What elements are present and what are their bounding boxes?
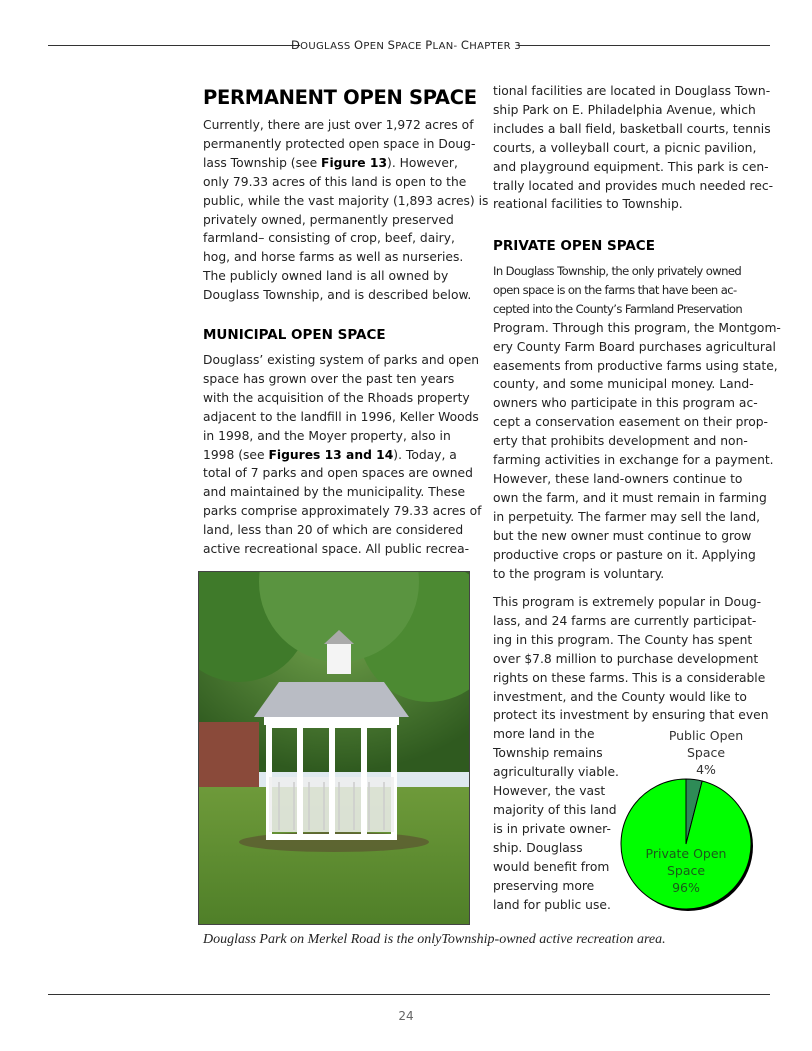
header-text: P [425, 38, 433, 52]
page-number: 24 [398, 1009, 414, 1023]
text-line: public, while the vast majority (1,893 acres) is [203, 193, 489, 208]
text-line: but the new owner must continue to grow [493, 528, 752, 543]
text-line: Currently, there are just over 1,972 acres of [203, 118, 474, 132]
text-line: preserving more [493, 878, 595, 893]
text-line: Douglass’ existing system of parks and open [203, 353, 480, 367]
photo-caption [203, 931, 666, 949]
municipal-paragraph [203, 351, 481, 559]
text-line: However, the vast [493, 784, 606, 799]
private-paragraph-body [493, 319, 781, 584]
text-line: tional facilities are located in Douglass Town- [493, 84, 771, 98]
text-line: hog, and horse farms as well as nurseries. [203, 250, 464, 265]
text-line: The publicly owned land is all owned by [203, 269, 449, 284]
text-line: cepted into the County’s Farmland Preservation [493, 301, 743, 316]
text-line: farmland– consisting of crop, beef, dairy, [203, 231, 455, 246]
header-text: S [387, 38, 396, 52]
text-line: land for public use. [493, 897, 611, 912]
text-line: active recreational space. All public recrea- [203, 542, 470, 557]
text-line: lass, and 24 farms are currently participat- [493, 613, 757, 628]
text-line: in 1998, and the Moyer property, also in [203, 428, 451, 443]
text-line: only 79.33 acres of this land is open to the [203, 174, 467, 189]
text-line: easements from productive farms using state, [493, 358, 778, 373]
text-line: county, and some municipal money. Land- [493, 377, 754, 392]
text-line: ery County Farm Board purchases agricultural [493, 339, 776, 354]
page-title: PERMANENT OPEN SPACE [203, 86, 477, 109]
header-text: PACE [395, 41, 426, 52]
text-line: land, less than 20 of which are considered [203, 523, 464, 538]
text-line: However, these land-owners continue to [493, 471, 743, 486]
pie-label: 4% [696, 762, 716, 777]
text-line: space has grown over the past ten years [203, 371, 455, 386]
header-text: D [291, 38, 301, 52]
text-line: in perpetuity. The farmer may sell the land, [493, 509, 761, 524]
text-line: rights on these farms. This is a considerable [493, 670, 766, 685]
text-line: erty that prohibits development and non- [493, 434, 748, 449]
gazebo-photo [198, 571, 470, 925]
text-line: Douglass Township, and is described below. [203, 288, 472, 303]
text-line: agriculturally viable. [493, 765, 619, 780]
text-line: includes a ball field, basketball courts, tennis [493, 121, 771, 136]
intro-paragraph [203, 116, 488, 305]
header-text: LAN- [432, 41, 461, 52]
text-line: ship. Douglass [493, 840, 583, 855]
text-line: would benefit from [493, 859, 610, 874]
pie-label: Private Open [645, 846, 727, 861]
open-space-pie-chart [610, 726, 760, 916]
text-line: open space is on the farms that have been ac- [493, 282, 737, 297]
text-line: farming activities in exchange for a payment. [493, 453, 774, 468]
text-line: and maintained by the municipality. These [203, 485, 466, 500]
header-text: HAPTER 3 [469, 41, 521, 52]
pie-label: Space [686, 745, 726, 760]
running-header [0, 38, 812, 52]
text-line: trally located and provides much needed rec- [493, 178, 774, 193]
municipal-paragraph-continued [493, 82, 773, 214]
private-paragraph-intro [493, 262, 781, 319]
text-line: and playground equipment. This park is cen- [493, 159, 769, 174]
text-line: Township remains [493, 746, 603, 761]
text-line: ing in this program. The County has spent [493, 632, 753, 647]
private-heading: PRIVATE OPEN SPACE [493, 238, 655, 254]
text-line: majority of this land [493, 802, 617, 817]
header-text: C [460, 38, 470, 52]
header-text: OUGLASS [300, 41, 355, 52]
text-line: This program is extremely popular in Doug- [493, 595, 762, 609]
text-line: investment, and the County would like to [493, 689, 747, 704]
text-line: more land in the [493, 727, 595, 742]
figure-reference: Figure 13 [321, 155, 388, 170]
text-line: lass Township (see Figure 13). However, [203, 155, 458, 170]
text-line: adjacent to the landfill in 1996, Keller Woods [203, 409, 479, 424]
text-line: permanently protected open space in Doug- [203, 136, 476, 151]
pie-label: 96% [672, 880, 700, 895]
pie-label: Public Open [668, 728, 744, 743]
header-text: PEN [363, 41, 388, 52]
text-line: reational facilities to Township. [493, 197, 683, 212]
text-line: 1998 (see Figures 13 and 14). Today, a [203, 447, 457, 462]
program-paragraph-body [493, 593, 769, 725]
header-text: O [354, 38, 364, 52]
text-line: Douglass Park on Merkel Road is the only [203, 932, 442, 947]
text-line: parks comprise approximately 79.33 acres of [203, 504, 482, 519]
text-line: In Douglass Township, the only privately owned [493, 264, 742, 278]
footer-rule [48, 994, 770, 995]
text-line: is in private owner- [493, 821, 611, 836]
text-line: privately owned, permanently preserved [203, 212, 454, 227]
text-line: Township-owned active recreation area. [441, 932, 666, 947]
text-line: total of 7 parks and open spaces are owned [203, 466, 473, 481]
text-line: to the program is voluntary. [493, 566, 665, 581]
text-line: courts, a volleyball court, a picnic pavilion, [493, 140, 757, 155]
text-line: cept a conservation easement on their prop- [493, 415, 768, 430]
text-line: Program. Through this program, the Montgom- [493, 320, 781, 335]
text-line: protect its investment by ensuring that even [493, 708, 769, 723]
text-line: owners who participate in this program ac- [493, 396, 758, 411]
pie-label: Space [666, 863, 706, 878]
text-line: over $7.8 million to purchase development [493, 651, 759, 666]
figure-reference: Figures 13 and 14 [268, 447, 394, 462]
text-line: own the farm, and it must remain in farming [493, 490, 767, 505]
text-line: with the acquisition of the Rhoads property [203, 390, 470, 405]
text-line: productive crops or pasture on it. Applying [493, 547, 756, 562]
text-line: ship Park on E. Philadelphia Avenue, which [493, 102, 756, 117]
private-paragraph [493, 262, 781, 583]
municipal-heading: MUNICIPAL OPEN SPACE [203, 327, 386, 343]
